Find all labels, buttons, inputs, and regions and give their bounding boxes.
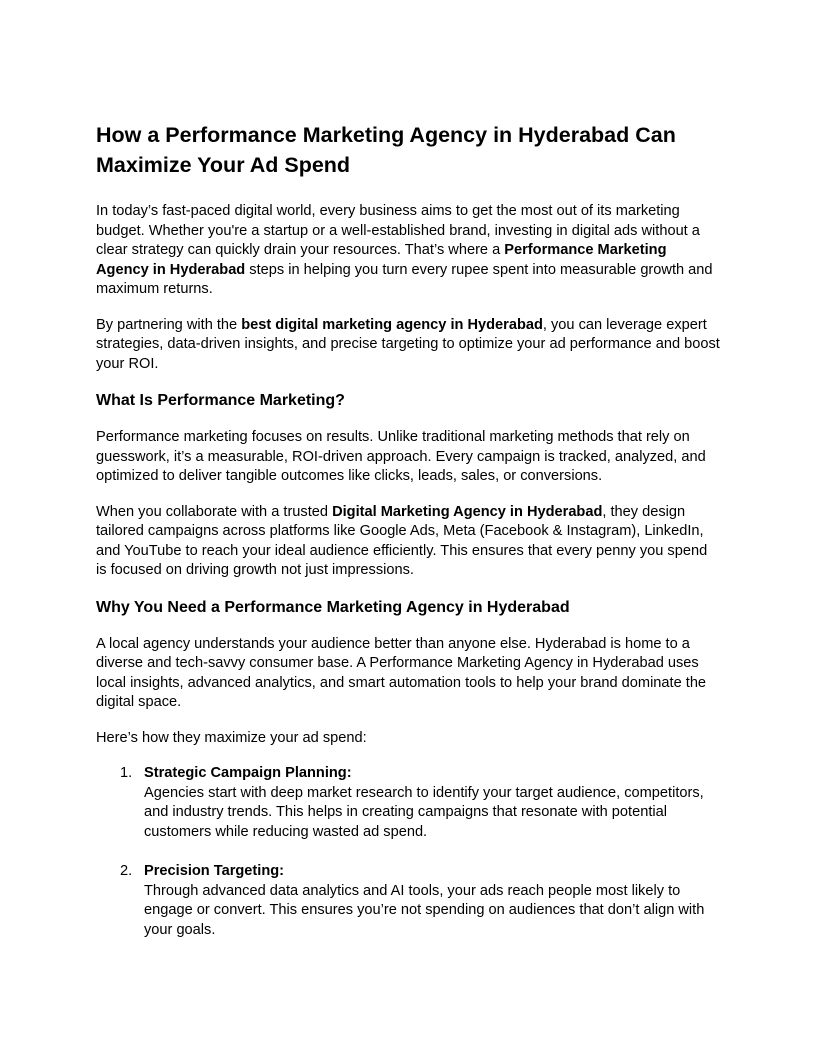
intro-p1-bold: Performance Marketing Agency in Hyderabad bbox=[96, 242, 667, 278]
section-1-p2-text-b: , they design tailored campaigns across platforms like Google Ads, Meta (Facebook & Instagram), LinkedIn, and YouTube to reach your ideal audience efficiently. This ensures that every penny you spend is focused on driving growth not just impressions. bbox=[96, 503, 708, 578]
section-1-paragraph-2 bbox=[96, 503, 720, 581]
section-2-paragraph-1: A local agency understands your audience better than anyone else. Hyderabad is home to a diverse and tech-savvy consumer base. A Performance Marketing Agency in Hyderabad uses local insights, advanced analytics, and smart automation tools to help your brand dominate the digital space. bbox=[96, 635, 707, 710]
section-1-p2-text-a: When you collaborate with a trusted bbox=[96, 503, 333, 520]
intro-p1-text-b: steps in helping you turn every rupee spent into measurable growth and maximum returns. bbox=[96, 261, 713, 297]
intro-paragraph-1 bbox=[96, 202, 720, 300]
document-page bbox=[96, 120, 720, 960]
intro-p2-bold: best digital marketing agency in Hyderabad bbox=[241, 316, 543, 333]
list-item-number: 1. bbox=[120, 765, 133, 781]
intro-paragraph-2 bbox=[96, 316, 720, 375]
list-item-title: Precision Targeting: bbox=[144, 863, 285, 879]
list-item bbox=[96, 764, 720, 842]
intro-p2-text-a: By partnering with the bbox=[96, 316, 242, 333]
list-item-text: Agencies start with deep market research to identify your target audience, competitors, and industry trends. This helps in creating campaigns that resonate with potential customers while reducing wasted ad spend. bbox=[144, 784, 704, 840]
section-1-heading: What Is Performance Marketing? bbox=[96, 392, 345, 409]
intro-p2-text-b: , you can leverage expert strategies, data-driven insights, and precise targeting to optimize your ad performance and boost your ROI. bbox=[96, 316, 720, 372]
section-2-paragraph-2: Here’s how they maximize your ad spend: bbox=[96, 729, 367, 746]
list-item-number: 2. bbox=[120, 863, 133, 879]
section-1-paragraph-1: Performance marketing focuses on results. Unlike traditional marketing methods that rely on guesswork, it’s a measurable, ROI-driven approach. Every campaign is tracked, analyzed, and optimized to deliver tangible outcomes like clicks, leads, sales, or conversions. bbox=[96, 429, 706, 484]
document-title: How a Performance Marketing Agency in Hyderabad Can Maximize Your Ad Spend bbox=[96, 123, 676, 177]
section-2-heading: Why You Need a Performance Marketing Agency in Hyderabad bbox=[96, 598, 570, 616]
section-1-p2-bold: Digital Marketing Agency in Hyderabad bbox=[332, 503, 603, 520]
strategy-list bbox=[96, 764, 720, 940]
intro-p1-text-a: In today’s fast-paced digital world, every business aims to get the most out of its marketing budget. Whether you're a startup or a well-established brand, investing in digital ads without a clear strategy can quickly drain your resources. That’s where a bbox=[96, 203, 700, 258]
list-item bbox=[96, 862, 720, 940]
list-item-title: Strategic Campaign Planning: bbox=[144, 765, 352, 781]
list-item-text: Through advanced data analytics and AI tools, your ads reach people most likely to engage or convert. This ensures you’re not spending on audiences that don’t align with your goals. bbox=[144, 882, 705, 938]
